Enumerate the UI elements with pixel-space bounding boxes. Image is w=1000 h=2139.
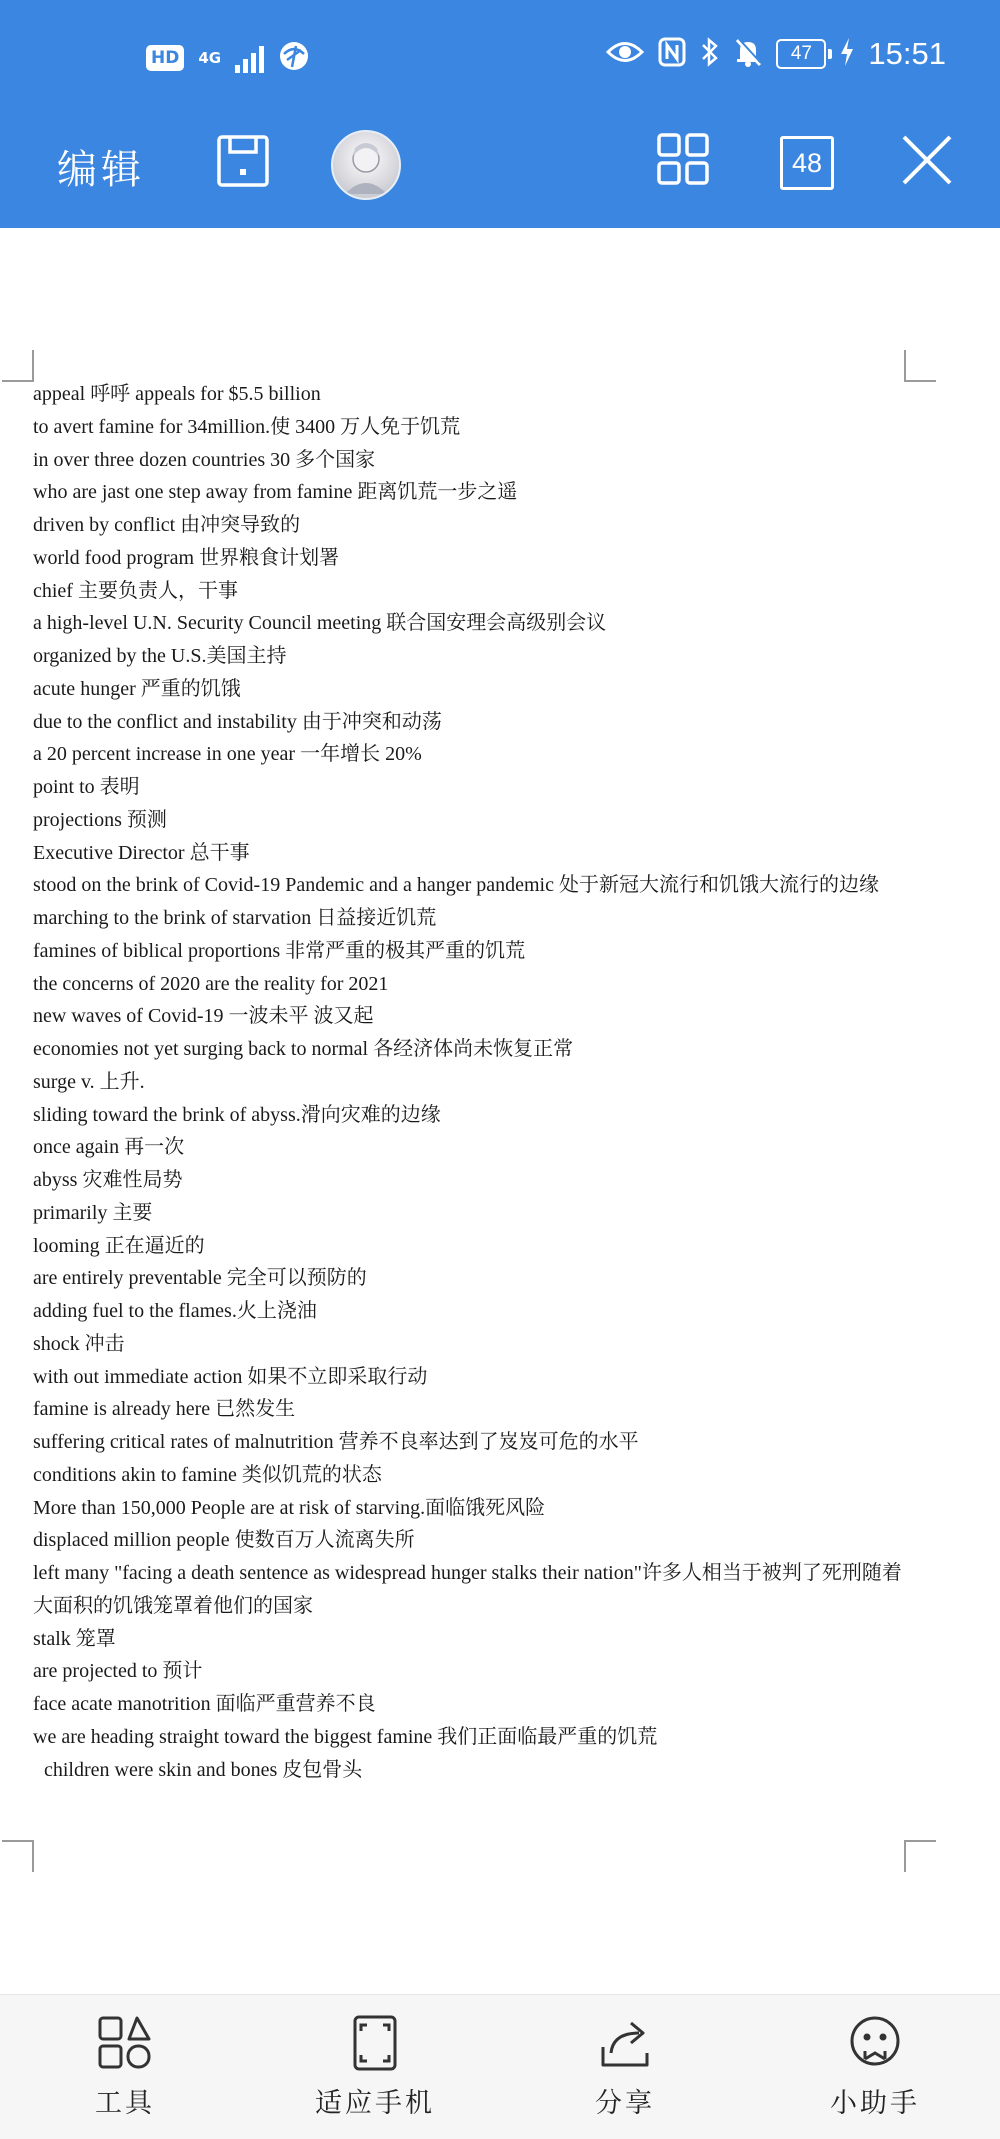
- doc-line: shock 冲击: [33, 1332, 125, 1355]
- wifi-hotspot-icon: [278, 40, 310, 76]
- battery-indicator: 47: [776, 39, 826, 69]
- network-type: 4G: [198, 49, 222, 67]
- grid-view-icon[interactable]: [656, 132, 710, 190]
- doc-line: stalk 笼罩: [33, 1627, 116, 1650]
- share-icon: [597, 2015, 653, 2071]
- doc-line: with out immediate action 如果不立即采取行动: [33, 1365, 428, 1388]
- doc-line: suffering critical rates of malnutrition 营养不良率达到了岌岌可危的水平: [33, 1431, 639, 1453]
- doc-line: once again 再一次: [33, 1136, 185, 1159]
- doc-line: a high-level U.N. Security Council meeting 联合国安理会高级别会议: [33, 612, 607, 635]
- doc-line: are projected to 预计: [33, 1660, 203, 1683]
- doc-line: to avert famine for 34million.使 3400 万人免于饥荒: [33, 415, 461, 438]
- document-page[interactable]: [0, 228, 1000, 1994]
- assistant-icon: [847, 2015, 903, 2071]
- doc-line: abyss 灾难性局势: [33, 1169, 183, 1191]
- doc-line: stood on the brink of Covid-19 Pandemic and a hanger pandemic 处于新冠大流行和饥饿大流行的边缘: [33, 874, 879, 897]
- doc-line: projections 预测: [33, 808, 167, 831]
- doc-line: looming 正在逼近的: [33, 1234, 205, 1257]
- doc-line: chief 主要负责人，干事: [33, 579, 238, 602]
- page-count-button[interactable]: 48: [780, 136, 834, 190]
- share-label: 分享: [595, 2088, 655, 2119]
- bluetooth-icon: [700, 37, 720, 71]
- doc-line: acute hunger 严重的饥饿: [33, 677, 241, 700]
- crop-mark-top-left: [2, 350, 34, 382]
- share-button[interactable]: [525, 2015, 725, 2120]
- doc-line: driven by conflict 由冲突导致的: [33, 514, 301, 536]
- doc-line: surge v. 上升.: [33, 1070, 145, 1093]
- doc-line: new waves of Covid-19 一波未平 波又起: [33, 1005, 374, 1028]
- doc-line: organized by the U.S.美国主持: [33, 645, 287, 667]
- tools-button[interactable]: [25, 2015, 225, 2120]
- doc-line: who are jast one step away from famine 距离饥荒一步之遥: [33, 481, 518, 504]
- doc-line: sliding toward the brink of abyss.滑向灾难的边缘: [33, 1103, 441, 1126]
- top-bar: [0, 0, 1000, 228]
- hd-badge: HD: [146, 45, 184, 71]
- status-right: [606, 36, 946, 72]
- doc-line: in over three dozen countries 30 多个国家: [33, 448, 376, 471]
- tools-icon: [97, 2015, 153, 2071]
- doc-line: point to 表明: [33, 776, 140, 798]
- crop-mark-bottom-left: [2, 1840, 34, 1872]
- doc-line: primarily 主要: [33, 1201, 153, 1224]
- status-left: [146, 40, 310, 76]
- doc-line: appeal 呼呼 appeals for $5.5 billion: [33, 383, 321, 405]
- doc-line: adding fuel to the flames.火上浇油: [33, 1300, 317, 1322]
- edit-button[interactable]: 编辑: [57, 147, 145, 193]
- tools-label: 工具: [95, 2088, 155, 2119]
- doc-line: famines of biblical proportions 非常严重的极其严重的饥荒: [33, 939, 526, 962]
- doc-line: famine is already here 已然发生: [33, 1398, 296, 1421]
- save-icon[interactable]: [216, 134, 270, 192]
- doc-line: children were skin and bones 皮包骨头: [44, 1758, 363, 1781]
- doc-line: world food program 世界粮食计划署: [33, 546, 340, 569]
- document-text: [33, 378, 913, 1786]
- doc-line: marching to the brink of starvation 日益接近饥荒: [33, 907, 437, 929]
- bottom-nav: [0, 1994, 1000, 2139]
- doc-line: the concerns of 2020 are the reality for 2021: [33, 972, 389, 995]
- doc-line: economies not yet surging back to normal 各经济体尚未恢复正常: [33, 1038, 574, 1060]
- doc-line: left many "facing a death sentence as widespread hunger stalks their nation"许多人相当于被判了死刑随着大面积的饥饿笼罩着他们的国家: [33, 1562, 902, 1617]
- doc-line: displaced million people 使数百万人流离失所: [33, 1529, 415, 1552]
- fit-screen-label: 适应手机: [315, 2088, 435, 2119]
- status-bar: [0, 0, 1000, 115]
- doc-line: are entirely preventable 完全可以预防的: [33, 1267, 367, 1290]
- clock: 15:51: [868, 36, 946, 71]
- nfc-icon: [658, 37, 686, 71]
- doc-line: due to the conflict and instability 由于冲突和动荡: [33, 710, 442, 733]
- bell-off-icon: [734, 37, 762, 71]
- doc-line: Executive Director 总干事: [33, 841, 250, 864]
- doc-line: conditions akin to famine 类似饥荒的状态: [33, 1463, 382, 1486]
- assistant-button[interactable]: [775, 2015, 975, 2120]
- toolbar: [0, 120, 1000, 220]
- close-icon[interactable]: [900, 133, 954, 191]
- doc-line: More than 150,000 People are at risk of starving.面临饿死风险: [33, 1496, 546, 1519]
- fit-screen-button[interactable]: [275, 2015, 475, 2120]
- crop-mark-bottom-right: [904, 1840, 936, 1872]
- signal-icon: [235, 43, 264, 73]
- assistant-label: 小助手: [830, 2088, 920, 2119]
- doc-line: face acate manotrition 面临严重营养不良: [33, 1693, 376, 1715]
- avatar[interactable]: [331, 130, 401, 200]
- charging-icon: [840, 37, 854, 71]
- doc-line: a 20 percent increase in one year 一年增长 20%: [33, 743, 422, 766]
- doc-line: we are heading straight toward the biggest famine 我们正面临最严重的饥荒: [33, 1725, 658, 1748]
- fit-screen-icon: [347, 2015, 403, 2071]
- eye-icon: [606, 39, 644, 69]
